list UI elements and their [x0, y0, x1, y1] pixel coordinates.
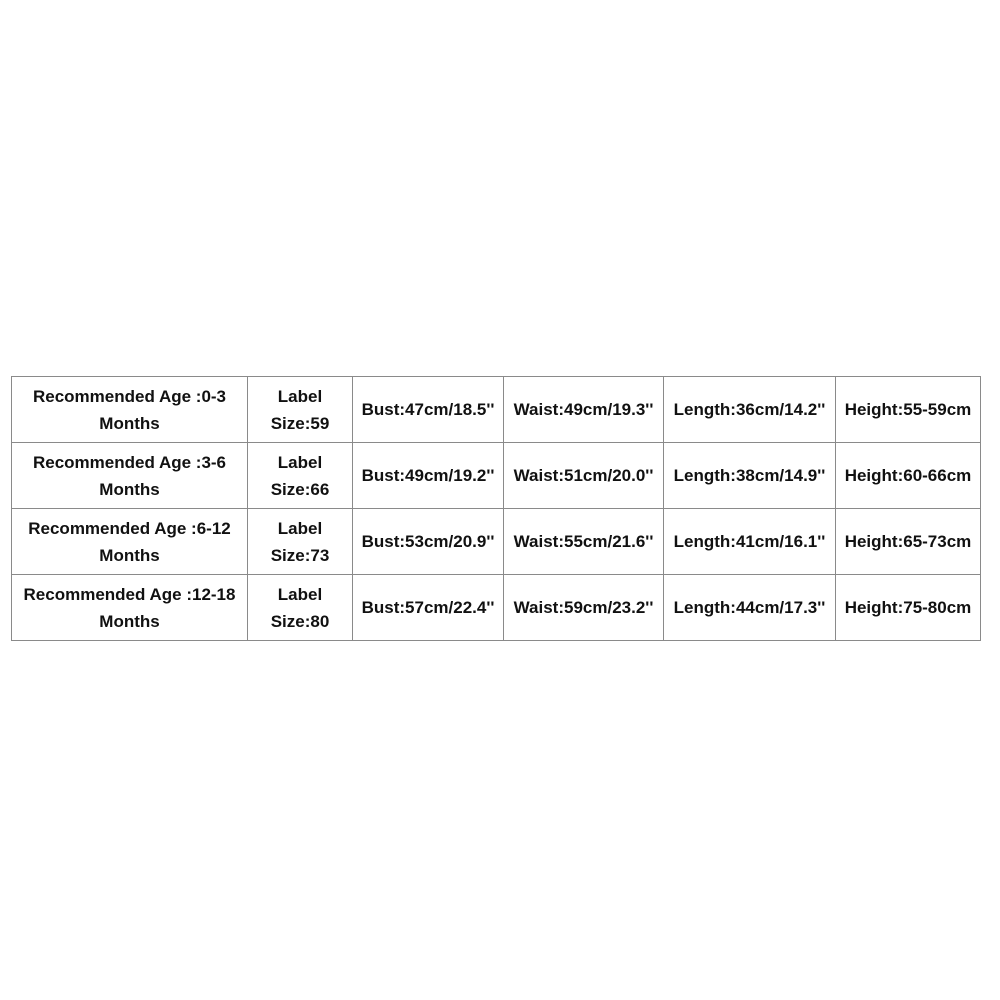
table-row [12, 377, 981, 443]
age-unit-text: Months [99, 479, 160, 499]
table-row [12, 575, 981, 641]
age-range-text: Recommended Age :0-3 [32, 386, 227, 406]
size-text: Size:80 [270, 611, 330, 631]
size-text: Size:73 [270, 545, 330, 565]
bust-cell: Bust:53cm/20.9'' [353, 509, 504, 575]
size-text: Size:59 [270, 413, 330, 433]
label-size-cell [248, 377, 353, 443]
height-cell: Height:65-73cm [836, 509, 981, 575]
age-range-text: Recommended Age :12-18 [23, 584, 236, 604]
waist-cell: Waist:55cm/21.6'' [504, 509, 664, 575]
bust-cell: Bust:57cm/22.4'' [353, 575, 504, 641]
label-text: Label [277, 584, 323, 604]
length-cell: Length:41cm/16.1'' [664, 509, 836, 575]
age-range-text: Recommended Age :3-6 [32, 452, 227, 472]
waist-cell: Waist:49cm/19.3'' [504, 377, 664, 443]
height-cell: Height:60-66cm [836, 443, 981, 509]
age-cell [12, 509, 248, 575]
age-cell [12, 377, 248, 443]
table-row [12, 443, 981, 509]
height-cell: Height:75-80cm [836, 575, 981, 641]
size-text: Size:66 [270, 479, 330, 499]
bust-cell: Bust:49cm/19.2'' [353, 443, 504, 509]
label-size-cell [248, 509, 353, 575]
length-cell: Length:44cm/17.3'' [664, 575, 836, 641]
bust-cell: Bust:47cm/18.5'' [353, 377, 504, 443]
height-cell: Height:55-59cm [836, 377, 981, 443]
label-size-cell [248, 443, 353, 509]
label-text: Label [277, 386, 323, 406]
waist-cell: Waist:51cm/20.0'' [504, 443, 664, 509]
age-cell [12, 443, 248, 509]
length-cell: Length:36cm/14.2'' [664, 377, 836, 443]
length-cell: Length:38cm/14.9'' [664, 443, 836, 509]
size-chart-table [11, 376, 981, 641]
age-unit-text: Months [99, 611, 160, 631]
label-size-cell [248, 575, 353, 641]
age-range-text: Recommended Age :6-12 [28, 518, 231, 538]
label-text: Label [277, 518, 323, 538]
waist-cell: Waist:59cm/23.2'' [504, 575, 664, 641]
age-unit-text: Months [99, 545, 160, 565]
label-text: Label [277, 452, 323, 472]
age-cell [12, 575, 248, 641]
age-unit-text: Months [99, 413, 160, 433]
table-row [12, 509, 981, 575]
